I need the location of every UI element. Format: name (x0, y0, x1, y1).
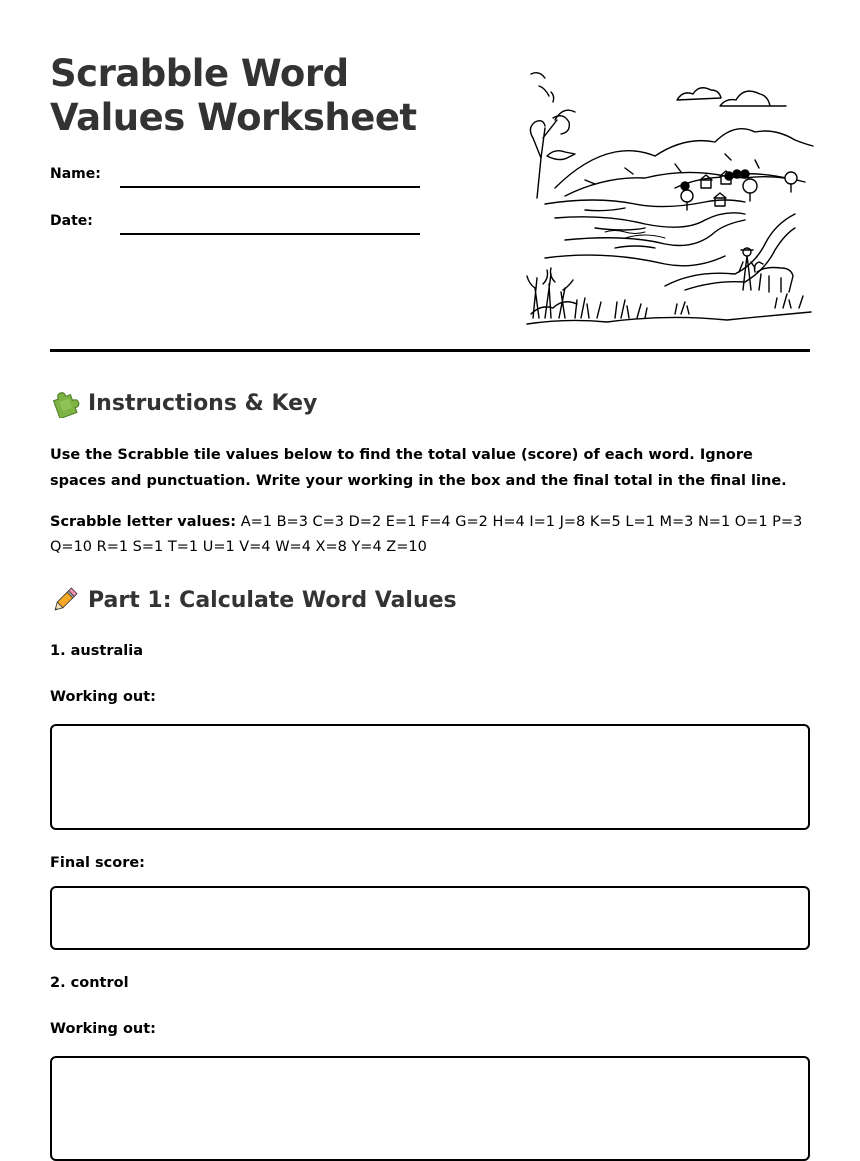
instructions-heading-text: Instructions & Key (88, 390, 318, 416)
question-1-label: 1. australia (50, 643, 143, 659)
page-title: Scrabble Word Values Worksheet (50, 52, 417, 139)
instructions-heading (50, 388, 317, 418)
landscape-illustration (525, 68, 815, 326)
part1-heading-text: Part 1: Calculate Word Values (88, 587, 457, 613)
instructions-text: Use the Scrabble tile values below to find the total value (score) of each word. Ignore spaces and punctuation. Write your working in the box and the final total in the final line. (50, 447, 787, 489)
puzzle-piece-icon (50, 388, 80, 418)
question-2-working-box[interactable] (50, 1056, 810, 1161)
date-line[interactable] (120, 233, 420, 235)
question-1-final-box[interactable] (50, 886, 810, 950)
question-2-label: 2. control (50, 975, 129, 991)
name-label: Name: (50, 166, 101, 182)
question-1-working-label: Working out: (50, 689, 156, 705)
letter-values (50, 510, 810, 560)
part1-heading (50, 585, 457, 615)
letter-values-list: A=1 B=3 C=3 D=2 E=1 F=4 G=2 H=4 I=1 J=8 K=5 L=1 M=3 N=1 O=1 P=3 Q=10 R=1 S=1 T=1 U=1 V=4 W=4 X=8 Y=4 Z=10 (50, 514, 803, 555)
date-label: Date: (50, 213, 93, 229)
question-2-working-label: Working out: (50, 1021, 156, 1037)
pencil-icon (50, 585, 80, 615)
letter-values-label: Scrabble letter values: (50, 514, 237, 530)
worksheet-header (50, 0, 810, 352)
worksheet-page (50, 0, 810, 1037)
question-1-final-label: Final score: (50, 855, 145, 871)
header-divider (50, 349, 810, 352)
name-line[interactable] (120, 186, 420, 188)
question-1-working-box[interactable] (50, 724, 810, 830)
